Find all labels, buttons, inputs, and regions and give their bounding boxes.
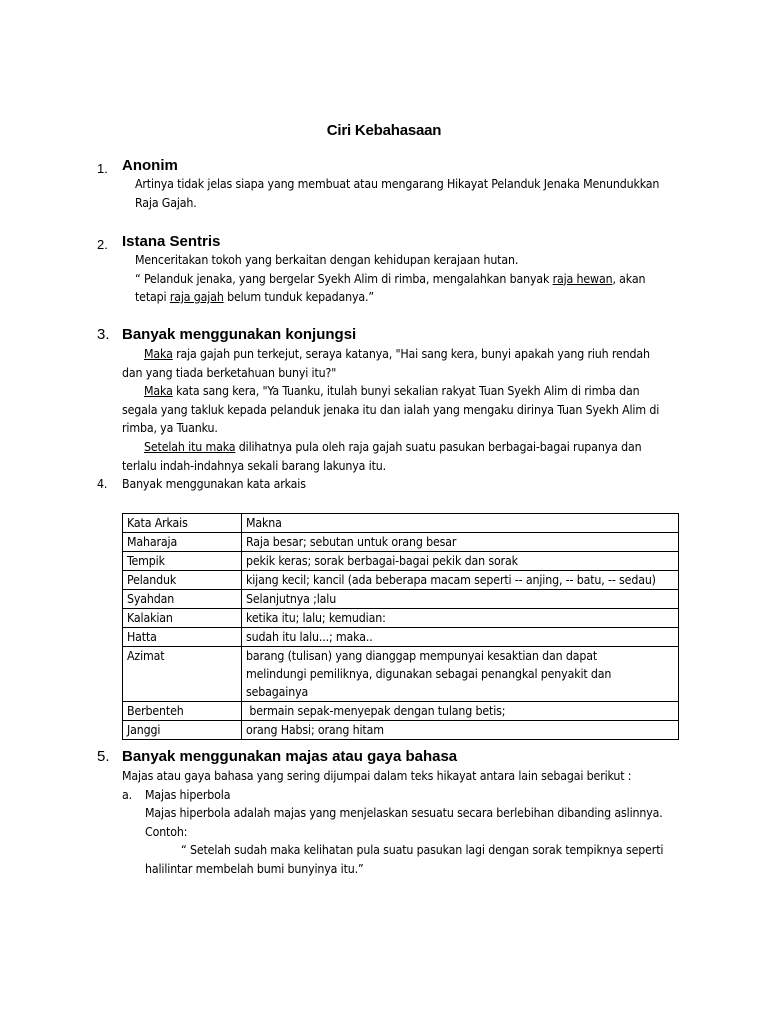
meaning-line: ketika itu; lalu; kemudian:: [246, 611, 386, 625]
section-5-number: 5.: [97, 748, 110, 765]
section-1-number: 1.: [97, 161, 108, 176]
subitem-a-letter: a.: [122, 788, 132, 802]
section-4-heading: Banyak menggunakan kata arkais: [122, 477, 306, 491]
section-5-heading: Banyak menggunakan majas atau gaya bahasa: [122, 748, 458, 765]
section-2-heading: Istana Sentris: [122, 233, 221, 250]
table-header-cell: Kata Arkais: [123, 514, 242, 533]
meaning-line: orang Habsi; orang hitam: [246, 723, 384, 737]
archaic-word-cell: Pelanduk: [123, 571, 242, 590]
section-2-paragraph: [135, 251, 645, 307]
archaic-word-cell: Syahdan: [123, 590, 242, 609]
table-row: [123, 702, 679, 721]
text-line: [122, 382, 682, 401]
table-row: [123, 533, 679, 552]
archaic-word-cell: Tempik: [123, 552, 242, 571]
quote-line: [135, 270, 645, 289]
section-3-heading: Banyak menggunakan konjungsi: [122, 326, 357, 343]
text-span: raja gajah pun terkejut, seraya katanya, "Hai sang kera, bunyi apakah yang riuh rendah: [172, 347, 650, 361]
archaic-word-cell: Hatta: [123, 628, 242, 647]
section-3-number: 3.: [97, 326, 110, 343]
meaning-cell: [242, 647, 679, 702]
meaning-cell: [242, 552, 679, 571]
page-title: Ciri Kebahasaan: [326, 122, 442, 139]
table-header-cell: Makna: [242, 514, 679, 533]
underlined-term: raja gajah: [169, 290, 224, 305]
text-line: rimba, ya Tuanku.: [122, 421, 218, 436]
meaning-cell: [242, 533, 679, 552]
subitem-a-body: [145, 804, 663, 878]
conjunction: Maka: [144, 347, 173, 361]
meaning-line: sebagainya: [246, 685, 309, 699]
archaic-word-cell: Kalakian: [123, 609, 242, 628]
table-row: [123, 647, 679, 702]
subitem-a-heading: Majas hiperbola: [145, 788, 231, 802]
meaning-cell: [242, 609, 679, 628]
meaning-cell: [242, 702, 679, 721]
table-row: [123, 552, 679, 571]
table-row: [123, 571, 679, 590]
meaning-line: barang (tulisan) yang dianggap mempunyai kesaktian dan dapat: [246, 649, 598, 663]
example-line: “ Setelah sudah maka kelihatan pula suatu pasukan lagi dengan sorak tempiknya seperti: [181, 843, 664, 858]
text-line: [122, 438, 682, 457]
section-5-intro: Majas atau gaya bahasa yang sering dijumpai dalam teks hikayat antara lain sebagai berikut :: [122, 769, 632, 783]
quote-line: [135, 288, 645, 307]
text-line: [122, 345, 682, 364]
archaic-word-cell: Janggi: [123, 721, 242, 740]
meaning-line: Raja besar; sebutan untuk orang besar: [246, 535, 457, 549]
section-3-paragraph: [122, 345, 682, 475]
meaning-cell: [242, 590, 679, 609]
conjunction: Setelah itu maka: [144, 439, 236, 454]
section-2-number: 2.: [97, 237, 108, 252]
text-line: segala yang takluk kepada pelanduk jenaka itu dan ialah yang mengaku dirinya Tuan Syekh Alim di: [122, 402, 660, 417]
meaning-line: sudah itu lalu...; maka..: [246, 630, 373, 644]
section-1-paragraph: [135, 175, 659, 212]
archaic-word-cell: Berbenteh: [123, 702, 242, 721]
example-label: Contoh:: [145, 824, 188, 839]
meaning-line: melindungi pemiliknya, digunakan sebagai penangkal penyakit dan: [246, 667, 612, 681]
text-line: dan yang tiada berketahuan bunyi itu?": [122, 365, 337, 380]
meaning-line: pekik keras; sorak berbagai-bagai pekik dan sorak: [246, 554, 518, 568]
table-row: [123, 628, 679, 647]
text-line: Menceritakan tokoh yang berkaitan dengan kehidupan kerajaan hutan.: [135, 253, 519, 267]
text-span: belum tunduk kepadanya.”: [223, 290, 374, 305]
section-4-number: 4.: [97, 477, 108, 491]
text-span: , akan: [612, 271, 646, 286]
text-line: terlalu indah-indahnya sekali barang lakunya itu.: [122, 458, 387, 473]
conjunction: Maka: [144, 384, 173, 399]
text-span: tetapi: [135, 290, 170, 305]
table-row: [123, 721, 679, 740]
text-line: Raja Gajah.: [135, 195, 197, 210]
meaning-line: bermain sepak-menyepak dengan tulang betis;: [246, 704, 506, 718]
underlined-term: raja hewan: [552, 271, 613, 286]
section-1-heading: Anonim: [122, 157, 178, 174]
table-header-row: [123, 514, 679, 533]
definition-line: Majas hiperbola adalah majas yang menjelaskan sesuatu secara berlebihan dibanding aslinnya.: [145, 806, 663, 820]
text-span: “ Pelanduk jenaka, yang bergelar Syekh Alim di rimba, mengalahkan banyak: [135, 271, 553, 286]
table-row: [123, 609, 679, 628]
archaic-word-cell: Maharaja: [123, 533, 242, 552]
text-line: Artinya tidak jelas siapa yang membuat atau mengarang Hikayat Pelanduk Jenaka Menundukkan: [135, 177, 660, 191]
example-line: halilintar membelah bumi bunyinya itu.”: [145, 861, 364, 876]
meaning-line: kijang kecil; kancil (ada beberapa macam seperti -- anjing, -- batu, -- sedau): [246, 573, 656, 587]
arkais-table: [122, 513, 679, 740]
text-span: kata sang kera, "Ya Tuanku, itulah bunyi sekalian rakyat Tuan Syekh Alim di rimba dan: [172, 384, 640, 399]
meaning-cell: [242, 721, 679, 740]
meaning-line: Selanjutnya ;lalu: [246, 592, 337, 606]
table-row: [123, 590, 679, 609]
meaning-cell: [242, 628, 679, 647]
table-body: [123, 514, 679, 740]
archaic-word-cell: Azimat: [123, 647, 242, 702]
meaning-cell: [242, 571, 679, 590]
text-span: dilihatnya pula oleh raja gajah suatu pasukan berbagai-bagai rupanya dan: [235, 439, 642, 454]
